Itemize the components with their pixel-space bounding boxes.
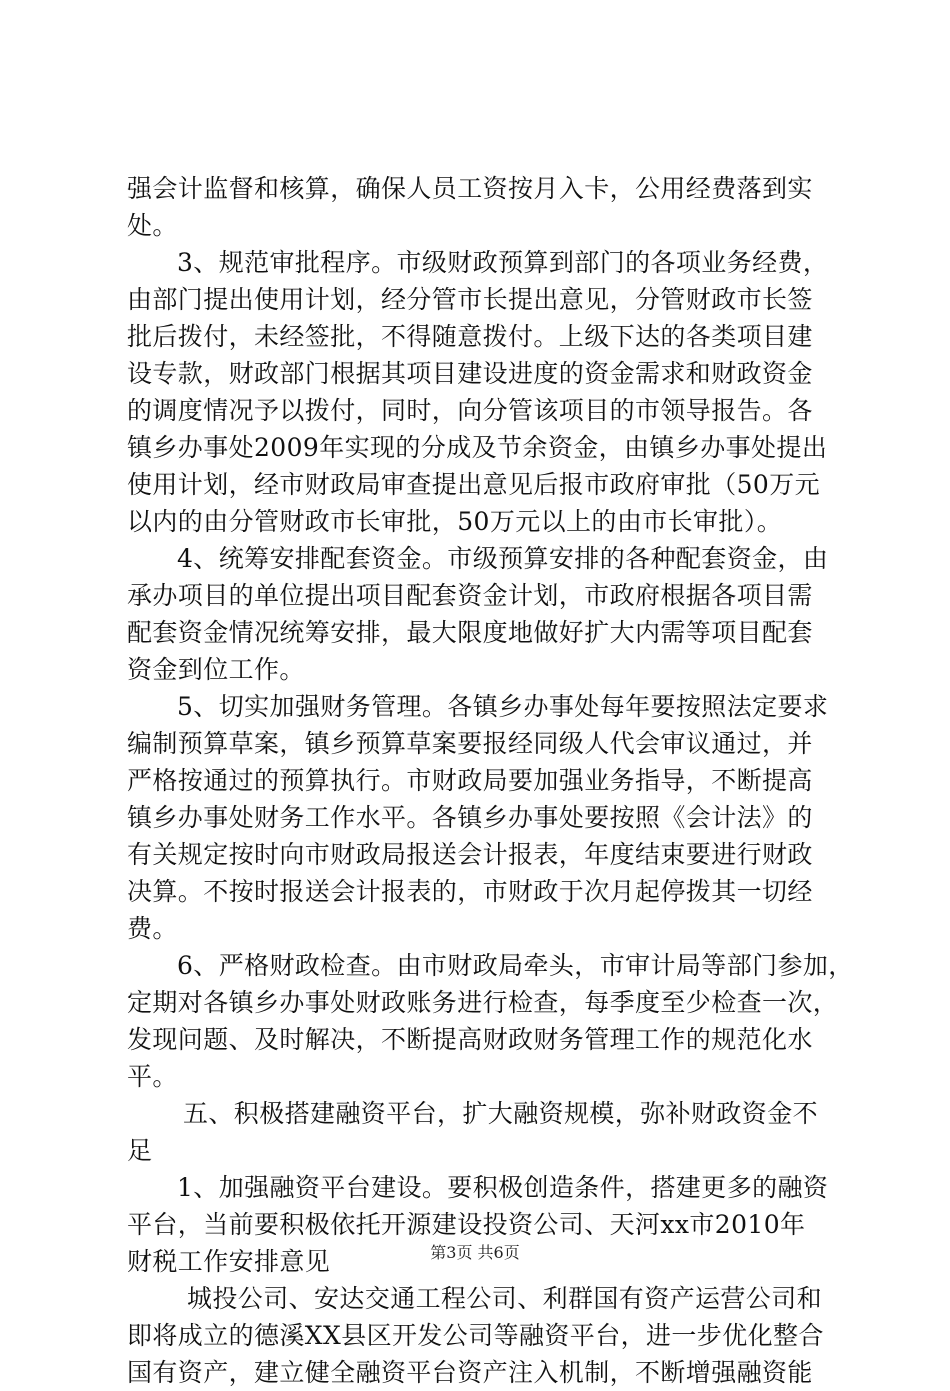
text-line: 定期对各镇乡办事处财政账务进行检查，每季度至少检查一次， — [127, 988, 839, 1017]
text-line: 承办项目的单位提出项目配套资金计划，市政府根据各项目需 — [127, 581, 813, 610]
text-line: 平台，当前要积极依托开源建设投资公司、天河xx市2010年 — [127, 1210, 806, 1239]
paragraph-start-line: 5、切实加强财务管理。各镇乡办事处每年要按照法定要求 — [177, 692, 829, 721]
text-line: 处。 — [127, 211, 178, 240]
text-line: 以内的由分管财政市长审批，50万元以上的由市长审批）。 — [127, 507, 783, 536]
section-heading-line: 五、积极搭建融资平台，扩大融资规模，弥补财政资金不 — [183, 1099, 819, 1128]
text-line: 严格按通过的预算执行。市财政局要加强业务指导，不断提高 — [127, 766, 813, 795]
text-line: 资金到位工作。 — [127, 655, 305, 684]
text-line: 强会计监督和核算，确保人员工资按月入卡，公用经费落到实 — [127, 174, 813, 203]
paragraph-start-line: 1、加强融资平台建设。要积极创造条件，搭建更多的融资 — [177, 1173, 829, 1202]
text-line: 即将成立的德溪XX县区开发公司等融资平台，进一步优化整合 — [127, 1321, 824, 1350]
text-line: 平。 — [127, 1062, 178, 1091]
text-line: 的调度情况予以拨付，同时，向分管该项目的市领导报告。各 — [127, 396, 813, 425]
page-number-footer: 第3页 共6页 — [430, 1243, 520, 1262]
text-line: 镇乡办事处2009年实现的分成及节余资金，由镇乡办事处提出 — [127, 433, 828, 462]
text-line: 镇乡办事处财务工作水平。各镇乡办事处要按照《会计法》的 — [127, 803, 813, 832]
document-body — [127, 170, 854, 1391]
text-line: 财税工作安排意见 — [127, 1247, 331, 1276]
text-line: 由部门提出使用计划，经分管市长提出意见，分管财政市长签 — [127, 285, 813, 314]
text-line: 决算。不按时报送会计报表的，市财政于次月起停拨其一切经 — [127, 877, 813, 906]
paragraph-start-line: 城投公司、安达交通工程公司、利群国有资产运营公司和 — [187, 1284, 823, 1313]
text-line: 使用计划，经市财政局审查提出意见后报市政府审批（50万元 — [127, 470, 821, 499]
text-line: 有关规定按时向市财政局报送会计报表，年度结束要进行财政 — [127, 840, 813, 869]
text-line: 足 — [127, 1136, 153, 1165]
paragraph-start-line: 6、严格财政检查。由市财政局牵头，市审计局等部门参加， — [177, 951, 854, 980]
paragraph-start-line: 3、规范审批程序。市级财政预算到部门的各项业务经费， — [177, 248, 829, 277]
text-line: 发现问题、及时解决，不断提高财政财务管理工作的规范化水 — [127, 1025, 813, 1054]
paragraph-start-line: 4、统筹安排配套资金。市级预算安排的各种配套资金，由 — [177, 544, 829, 573]
text-line: 配套资金情况统筹安排，最大限度地做好扩大内需等项目配套 — [127, 618, 813, 647]
text-line: 编制预算草案，镇乡预算草案要报经同级人代会审议通过，并 — [127, 729, 813, 758]
text-line: 批后拨付，未经签批，不得随意拨付。上级下达的各类项目建 — [127, 322, 813, 351]
text-line: 国有资产，建立健全融资平台资产注入机制，不断增强融资能 — [127, 1358, 813, 1387]
text-line: 费。 — [127, 914, 178, 943]
text-line: 设专款，财政部门根据其项目建设进度的资金需求和财政资金 — [127, 359, 813, 388]
